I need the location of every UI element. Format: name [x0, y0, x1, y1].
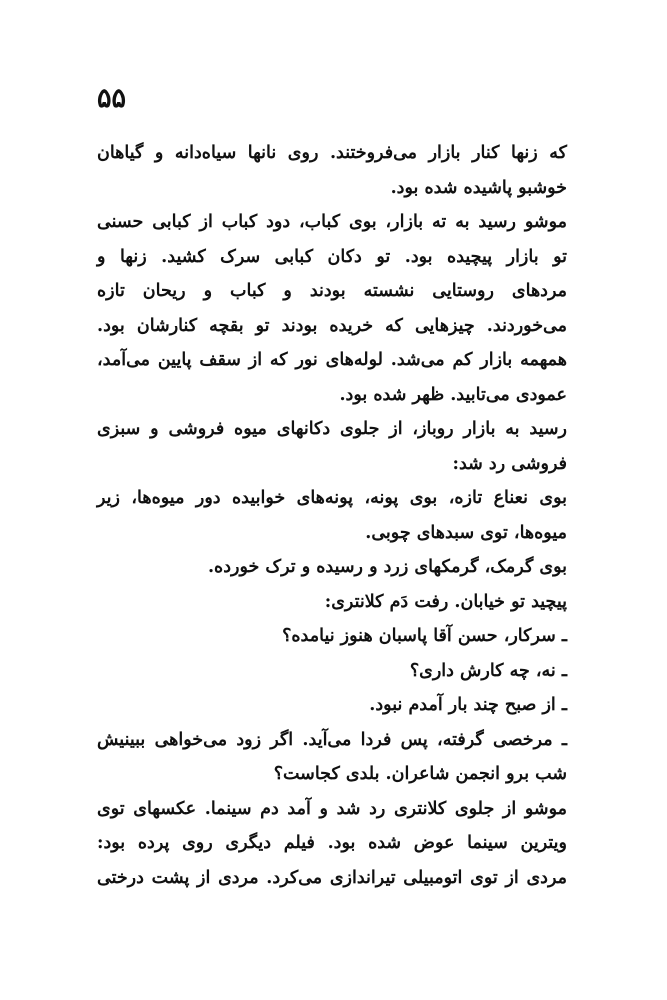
text-line: موشو رسید به ته بازار، بوی کباب، دود کباب از کبابی حسنی	[97, 212, 567, 232]
text-line: ـ نه، چه کارش داری؟	[409, 660, 567, 681]
text-line: که زنها کنار بازار می‌فروختند. روی نانها سیاه‌دانه و گیاهان	[97, 143, 567, 163]
text-line: ـ مرخصی گرفته، پس فردا می‌آید. اگر زود می‌خواهی ببینیش	[97, 729, 567, 750]
text-line: می‌خوردند. چیزهایی که خریده بودند تو بقچه کنارشان بود.	[97, 315, 567, 336]
text-line: عمودی می‌تابید. ظهر شده بود.	[339, 384, 567, 405]
text-line: مردهای روستایی نشسته بودند و کباب و ریحان تازه	[97, 281, 567, 301]
text-line: همهمه بازار کم می‌شد. لوله‌های نور که از سقف پایین می‌آمد،	[97, 350, 567, 370]
text-line: ـ از صبح چند بار آمدم نبود.	[369, 695, 567, 715]
text-line: خوشبو پاشیده شده بود.	[390, 177, 567, 198]
text-line: موشو از جلوی کلانتری رد شد و آمد دم سینما. عکسهای توی	[97, 798, 567, 819]
text-line: بوی نعناع تازه، بوی پونه، پونه‌های خوابیده دور میوه‌ها، زیر	[97, 488, 567, 508]
text-line: فروشی رد شد:	[452, 453, 567, 474]
text-line: تو بازار پیچیده بود. تو دکان کبابی سرک کشید. زنها و	[97, 246, 567, 267]
text-line: رسید به بازار روباز، از جلوی دکانهای میوه فروشی و سبزی	[97, 419, 567, 439]
text-line: مردی از توی اتومبیلی تیراندازی می‌کرد. مردی از پشت درختی	[97, 867, 567, 888]
text-line: پیچید تو خیابان. رفت دَم کلانتری:	[324, 591, 567, 612]
text-line: میوه‌ها، توی سبدهای چوبی.	[365, 522, 567, 543]
text-line: شب برو انجمن شاعران. بلدی کجاست؟	[273, 764, 567, 784]
text-line: ـ سرکار، حسن آقا پاسبان هنوز نیامده؟	[282, 626, 567, 646]
text-line: بوی گرمک، گرمکهای زرد و رسیده و ترک خورده.	[207, 557, 567, 577]
text-line: ویترین سینما عوض شده بود. فیلم دیگری روی پرده بود:	[97, 833, 567, 853]
body-text	[97, 136, 567, 895]
page-number: ۵۵	[97, 83, 127, 114]
